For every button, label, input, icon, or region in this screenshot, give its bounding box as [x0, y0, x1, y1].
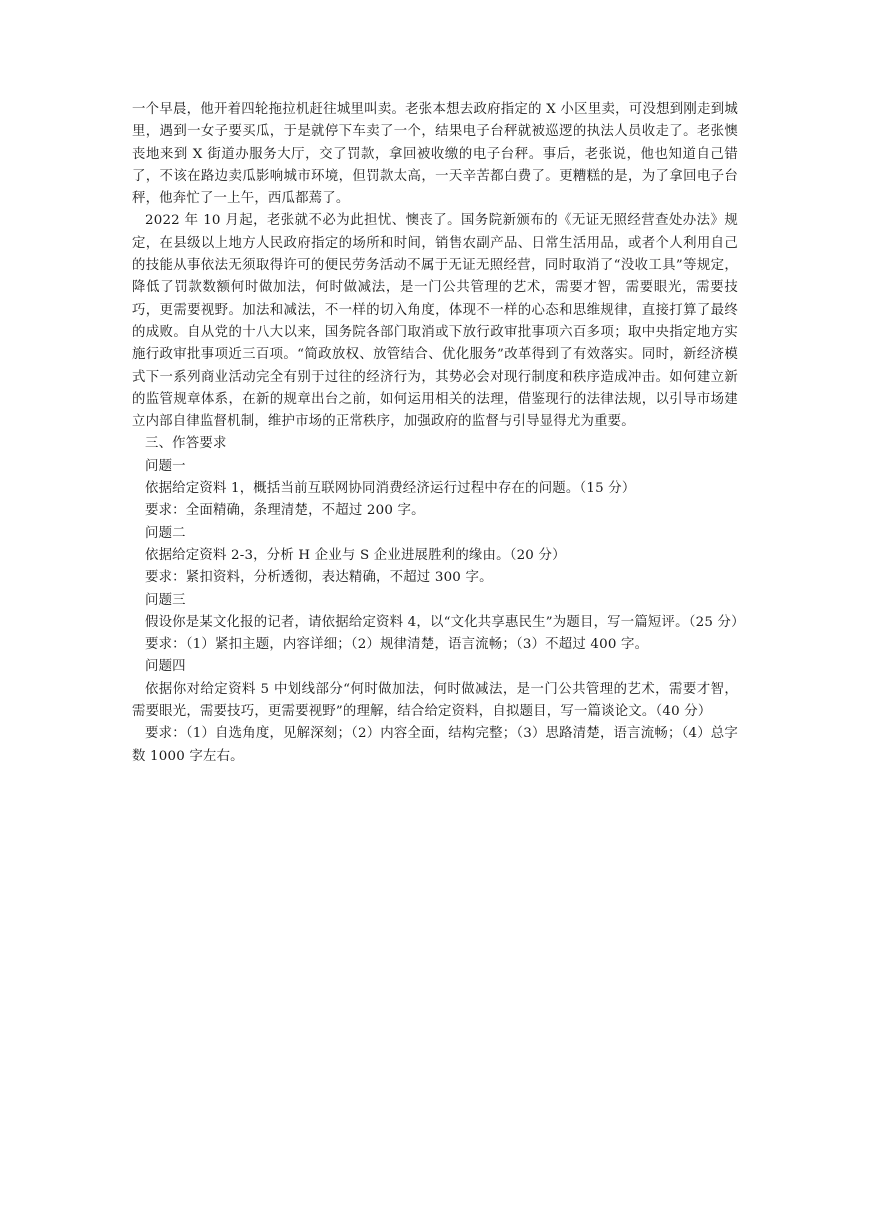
document-body — [132, 99, 745, 768]
paragraph-regulation: 2022 年 10 月起，老张就不必为此担忧、懊丧了。国务院新颁布的《无证无照经营查处办法》规定，在县级以上地方人民政府指定的场所和时间，销售农副产品、日常生活用品，或者个人利用自己的技能从事依法无须取得许可的便民劳务活动不属于无证无照经营，同时取消了“没收工具”等规定，降低了罚款数额何时做加法，何时做减法，是一门公共管理的艺术，需要才智，需要眼光，需要技巧，更需要视野。加法和减法，不一样的切入角度，体现不一样的心态和思维规律，直接打算了最终的成败。自从党的十八大以来，国务院各部门取消或下放行政审批事项六百多项；取中央指定地方实施行政审批事项近三百项。“简政放权、放管结合、优化服务”改革得到了有效落实。同时，新经济模式下一系列商业活动完全有别于过往的经济行为，其势必会对现行制度和秩序造成冲击。如何建立新的监管规章体系，在新的规章出台之前，如何运用相关的法理，借鉴现行的法律法规，以引导市场建立内部自律监督机制，维护市场的正常秩序，加强政府的监督与引导显得尤为重要。 — [132, 213, 738, 430]
question-2-requirement: 要求：紧扣资料，分析透彻，表达精确，不超过 300 字。 — [145, 570, 493, 586]
question-4-title: 问题四 — [145, 659, 186, 675]
question-4-prompt: 依据你对给定资料 5 中划线部分“何时做加法，何时做减法，是一门公共管理的艺术，需要才智，需要眼光，需要技巧，更需要视野”的理解，结合给定资料，自拟题目，写一篇谈论文。（40 分） — [132, 681, 738, 720]
question-3-prompt: 假设你是某文化报的记者，请依据给定资料 4，以“文化共享惠民生”为题目，写一篇短评。（25 分） — [145, 614, 745, 630]
question-2-title: 问题二 — [145, 525, 186, 541]
section-heading-requirements: 三、作答要求 — [145, 436, 227, 452]
question-1-title: 问题一 — [145, 458, 186, 474]
question-2-prompt: 依据给定资料 2-3，分析 H 企业与 S 企业进展胜利的缘由。（20 分） — [145, 547, 566, 563]
paragraph-story: 一个早晨，他开着四轮拖拉机赶往城里叫卖。老张本想去政府指定的 X 小区里卖，可没想到刚走到城里，遇到一女子要买瓜，于是就停下车卖了一个，结果电子台秤就被巡逻的执法人员收走了。老张懊丧地来到 X 街道办服务大厅，交了罚款，拿回被收缴的电子台秤。事后，老张说，他也知道自己错了，不该在路边卖瓜影响城市环境，但罚款太高，一天辛苦都白费了。更糟糕的是，为了拿回电子台秤，他奔忙了一上午，西瓜都蔫了。 — [132, 102, 738, 207]
question-1-prompt: 依据给定资料 1，概括当前互联网协同消费经济运行过程中存在的问题。（15 分） — [145, 481, 636, 497]
question-4-requirement: 要求：（1）自选角度，见解深刻；（2）内容全面，结构完整；（3）思路清楚，语言流畅；（4）总字数 1000 字左右。 — [132, 726, 738, 764]
question-1-requirement: 要求：全面精确，条理清楚，不超过 200 字。 — [145, 503, 425, 519]
question-3-title: 问题三 — [145, 592, 186, 608]
question-3-requirement: 要求：（1）紧扣主题，内容详细；（2）规律清楚，语言流畅；（3）不超过 400 字。 — [145, 637, 649, 653]
